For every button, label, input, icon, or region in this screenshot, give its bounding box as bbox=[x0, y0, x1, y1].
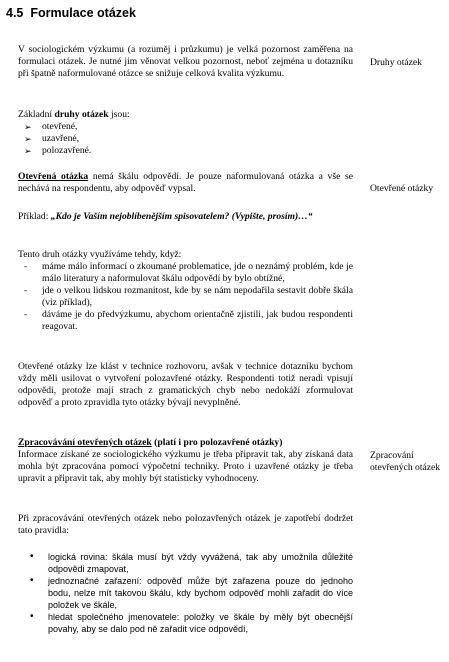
list-item: ➢ uzavřené, bbox=[24, 133, 80, 144]
list-item: • jednoznačné zařazení: odpověď může být zařazena pouze do jednoho bodu, nelze mít takovou škálu, kdy bychom odpověď mohli zařadit do více položek ve škále, bbox=[30, 575, 353, 610]
types-lead-c: jsou: bbox=[108, 109, 130, 120]
example-lead: Příklad: bbox=[18, 211, 51, 222]
usage-lead: Tento druh otázky využíváme tehdy, když: bbox=[18, 249, 182, 260]
processing-heading-b: (platí i pro polozavřené otázky) bbox=[151, 437, 283, 448]
side-note-types: Druhy otázek bbox=[370, 57, 422, 68]
section-title: Formulace otázek bbox=[30, 6, 136, 20]
rules-list bbox=[18, 551, 353, 635]
processing-text: Informace získané ze sociologického výzkumu je třeba připravit tak, aby získaná data mohla být zpracována pomocí výpočetní techniky. Proto i uzavřené otázky je třeba upravit a připravit tak, aby mohly být statisticky vyhodnoceny. bbox=[18, 449, 353, 484]
list-item: • logická rovina: škála musí být vždy vyvážená, tak aby umožnila důležité odpovědi zmapovat, bbox=[30, 551, 353, 574]
list-item: - dáváme je do předvýzkumu, abychom orientačně zjistili, jak budou respondenti reagovat. bbox=[24, 309, 353, 332]
processing-heading bbox=[18, 437, 353, 449]
arrow-bullet-icon: ➢ bbox=[24, 134, 32, 144]
open-example bbox=[18, 211, 353, 223]
rules-lead: Při zpracovávání otevřených otázek nebo polozavřených otázek je zapotřebí dodržet tato pravidla: bbox=[18, 513, 353, 536]
usage-list bbox=[18, 261, 353, 333]
processing-heading-a: Zpracovávání otevřených otázek bbox=[18, 437, 152, 448]
arrow-bullet-icon: ➢ bbox=[24, 122, 32, 132]
section-number: 4.5 bbox=[6, 6, 24, 20]
side-note-open: Otevřené otázky bbox=[370, 183, 434, 194]
section-heading bbox=[6, 6, 136, 20]
open-def: nemá škálu odpovědí. Je pouze naformulovaná otázka a vše se nechává na respondentu, aby odpověď vypsal. bbox=[18, 171, 353, 194]
types-list bbox=[18, 121, 353, 157]
intro-paragraph: V sociologickém výzkumu (a rozumĕj i průzkumu) je velká pozornost zaměřena na formulaci otázek. Je nutné jim věnovat velkou pozornost, neboť zejména u dotazníku při špatně naformulované otázce se snižuje celková kvalita výzkumu. bbox=[18, 44, 353, 79]
list-item: ➢ polozavřené. bbox=[24, 145, 92, 156]
open-note: Otevřené otázky lze klást v technice rozhovoru, avšak v technice dotazníku bychom vždy měli usilovat o vytvoření polozavřené otázky. Respondenti totiž neradi vpisují odpovědi, protože mají strach z gramatických chyb nebo nedokáží zformulovat odpověď a proto zpravidla tyto otázky bývají nevyplněné. bbox=[18, 361, 353, 408]
side-note-processing: Zpracování otevřených otázek bbox=[370, 450, 441, 473]
open-definition bbox=[18, 171, 353, 195]
list-item: • hledat společného jmenovatele: položky ve škále by měly být obecnější povahy, aby se dalo pod ně zařadit více odpovědí, bbox=[30, 611, 353, 634]
arrow-bullet-icon: ➢ bbox=[24, 146, 32, 156]
types-lead-a: Základní bbox=[18, 109, 55, 120]
list-item: ➢ otevřené, bbox=[24, 121, 78, 132]
types-lead bbox=[18, 109, 353, 121]
list-item: - jde o velkou lidskou rozmanitost, kde by se nám nepodařila sestavit dobře škála (viz příklad), bbox=[24, 285, 353, 308]
list-item: - máme málo informací o zkoumané problematice, jde o neznámý problém, kde je málo literatury a naformulovat škálu odpovědí by bylo obtížné, bbox=[24, 261, 353, 284]
example-text: „Kdo je Vaším nejoblíbenějším spisovatelem? (Vypište, prosím)…“ bbox=[50, 211, 313, 222]
open-term: Otevřená otázka bbox=[18, 171, 89, 182]
types-lead-b: druhy otázek bbox=[54, 109, 109, 120]
